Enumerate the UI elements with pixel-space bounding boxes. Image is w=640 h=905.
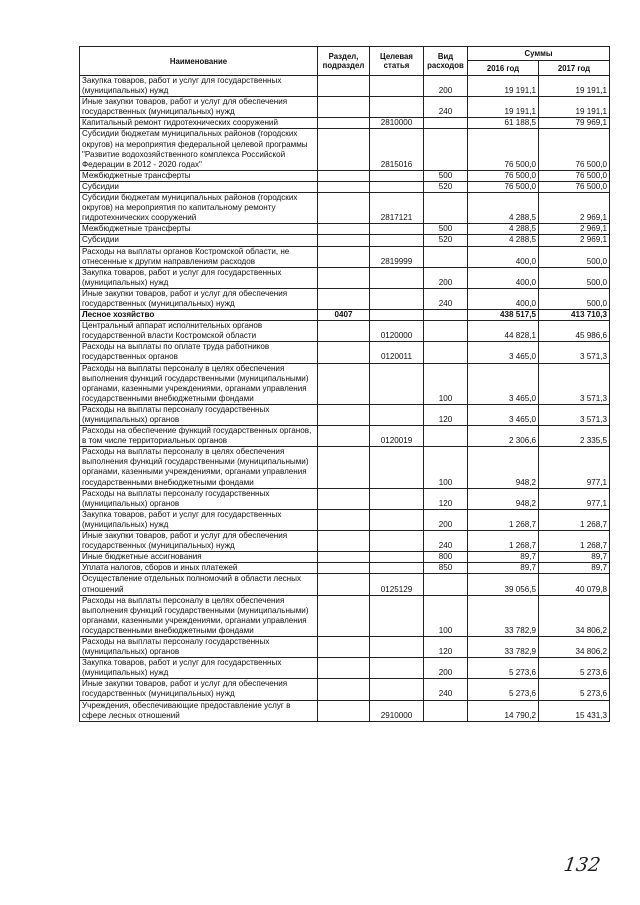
row-section bbox=[318, 76, 370, 97]
row-expense-type: 200 bbox=[424, 658, 468, 679]
row-value-2017: 500,0 bbox=[539, 288, 610, 309]
table-row bbox=[80, 658, 610, 679]
row-value-2016: 76 500,0 bbox=[468, 129, 539, 170]
row-value-2016: 2 306,6 bbox=[468, 426, 539, 447]
row-expense-type bbox=[424, 574, 468, 595]
row-name: Иные закупки товаров, работ и услуг для обеспечения государственных (муниципальных) нужд bbox=[80, 531, 318, 552]
row-value-2017: 977,1 bbox=[539, 488, 610, 509]
row-section bbox=[318, 404, 370, 425]
budget-table bbox=[79, 46, 610, 722]
row-value-2016: 4 288,5 bbox=[468, 224, 539, 235]
row-target: 0125129 bbox=[370, 574, 424, 595]
row-value-2016: 400,0 bbox=[468, 288, 539, 309]
row-section bbox=[318, 531, 370, 552]
row-name: Расходы на выплаты персоналу в целях обеспечения выполнения функций государственными (муниципальными) органами, казенными учреждениями, органами управления государственными внебюджетными фондами bbox=[80, 363, 318, 404]
row-value-2016: 76 500,0 bbox=[468, 170, 539, 181]
row-section bbox=[318, 700, 370, 721]
row-name: Закупка товаров, работ и услуг для государственных (муниципальных) нужд bbox=[80, 267, 318, 288]
row-section bbox=[318, 574, 370, 595]
row-name: Межбюджетные трансферты bbox=[80, 170, 318, 181]
row-expense-type bbox=[424, 310, 468, 321]
table-row bbox=[80, 595, 610, 636]
row-target: 2810000 bbox=[370, 118, 424, 129]
table-row bbox=[80, 118, 610, 129]
row-value-2017: 3 571,3 bbox=[539, 363, 610, 404]
row-expense-type: 240 bbox=[424, 679, 468, 700]
row-target bbox=[370, 595, 424, 636]
table-row bbox=[80, 76, 610, 97]
row-value-2017: 34 806,2 bbox=[539, 595, 610, 636]
row-section bbox=[318, 118, 370, 129]
row-expense-type: 100 bbox=[424, 447, 468, 488]
row-name: Расходы на выплаты персоналу в целях обеспечения выполнения функций государственными (муниципальными) органами, казенными учреждениями, органами управления государственными внебюджетными фондами bbox=[80, 447, 318, 488]
row-target bbox=[370, 658, 424, 679]
row-name: Расходы на обеспечение функций государственных органов, в том числе территориальных органов bbox=[80, 426, 318, 447]
row-section bbox=[318, 224, 370, 235]
row-section bbox=[318, 679, 370, 700]
row-target bbox=[370, 310, 424, 321]
row-value-2016: 400,0 bbox=[468, 267, 539, 288]
table-row bbox=[80, 310, 610, 321]
row-value-2016: 4 288,5 bbox=[468, 235, 539, 246]
row-section bbox=[318, 181, 370, 192]
row-name: Субсидии бюджетам муниципальных районов (городских округов) на мероприятия по капитальному ремонту гидротехнических сооружений bbox=[80, 193, 318, 224]
row-expense-type: 200 bbox=[424, 509, 468, 530]
row-value-2016: 76 500,0 bbox=[468, 181, 539, 192]
row-expense-type: 240 bbox=[424, 531, 468, 552]
row-value-2017: 76 500,0 bbox=[539, 181, 610, 192]
row-target: 0120011 bbox=[370, 342, 424, 363]
table-row bbox=[80, 193, 610, 224]
row-target bbox=[370, 679, 424, 700]
table-row bbox=[80, 246, 610, 267]
table-row bbox=[80, 288, 610, 309]
row-value-2017: 413 710,3 bbox=[539, 310, 610, 321]
row-value-2017: 3 571,3 bbox=[539, 404, 610, 425]
row-section bbox=[318, 288, 370, 309]
row-section bbox=[318, 321, 370, 342]
row-name: Закупка товаров, работ и услуг для государственных (муниципальных) нужд bbox=[80, 76, 318, 97]
row-name: Центральный аппарат исполнительных органов государственной власти Костромской области bbox=[80, 321, 318, 342]
row-name: Иные закупки товаров, работ и услуг для обеспечения государственных (муниципальных) нужд bbox=[80, 97, 318, 118]
row-value-2016: 5 273,6 bbox=[468, 658, 539, 679]
table-row bbox=[80, 574, 610, 595]
row-section bbox=[318, 509, 370, 530]
row-section bbox=[318, 447, 370, 488]
row-value-2017: 3 571,3 bbox=[539, 342, 610, 363]
row-name: Иные закупки товаров, работ и услуг для обеспечения государственных (муниципальных) нужд bbox=[80, 288, 318, 309]
row-target: 2817121 bbox=[370, 193, 424, 224]
row-name: Субсидии bbox=[80, 181, 318, 192]
row-value-2016: 1 268,7 bbox=[468, 509, 539, 530]
row-target bbox=[370, 404, 424, 425]
row-expense-type bbox=[424, 321, 468, 342]
row-name: Иные бюджетные ассигнования bbox=[80, 552, 318, 563]
row-section bbox=[318, 267, 370, 288]
row-name: Иные закупки товаров, работ и услуг для обеспечения государственных (муниципальных) нужд bbox=[80, 679, 318, 700]
row-value-2017: 19 191,1 bbox=[539, 97, 610, 118]
row-name: Лесное хозяйство bbox=[80, 310, 318, 321]
row-value-2016: 14 790,2 bbox=[468, 700, 539, 721]
row-section bbox=[318, 552, 370, 563]
row-value-2016: 438 517,5 bbox=[468, 310, 539, 321]
row-value-2017: 89,7 bbox=[539, 552, 610, 563]
row-expense-type: 100 bbox=[424, 595, 468, 636]
row-expense-type: 200 bbox=[424, 267, 468, 288]
table-row bbox=[80, 224, 610, 235]
row-value-2017: 76 500,0 bbox=[539, 170, 610, 181]
row-target bbox=[370, 552, 424, 563]
row-target bbox=[370, 267, 424, 288]
row-target bbox=[370, 76, 424, 97]
row-value-2017: 79 969,1 bbox=[539, 118, 610, 129]
row-target: 0120000 bbox=[370, 321, 424, 342]
row-section bbox=[318, 563, 370, 574]
table-row bbox=[80, 97, 610, 118]
row-name: Расходы на выплаты персоналу государственных (муниципальных) органов bbox=[80, 488, 318, 509]
row-section bbox=[318, 246, 370, 267]
row-expense-type: 800 bbox=[424, 552, 468, 563]
table-row bbox=[80, 129, 610, 170]
row-expense-type: 240 bbox=[424, 97, 468, 118]
row-value-2016: 44 828,1 bbox=[468, 321, 539, 342]
header-year-2016: 2016 год bbox=[468, 61, 539, 76]
row-target bbox=[370, 97, 424, 118]
row-target bbox=[370, 235, 424, 246]
row-value-2017: 1 268,7 bbox=[539, 531, 610, 552]
row-section bbox=[318, 97, 370, 118]
row-value-2016: 89,7 bbox=[468, 552, 539, 563]
table-row bbox=[80, 426, 610, 447]
row-value-2016: 89,7 bbox=[468, 563, 539, 574]
row-value-2016: 1 268,7 bbox=[468, 531, 539, 552]
row-expense-type bbox=[424, 118, 468, 129]
row-expense-type: 240 bbox=[424, 288, 468, 309]
row-expense-type bbox=[424, 342, 468, 363]
row-value-2017: 45 986,6 bbox=[539, 321, 610, 342]
row-expense-type: 120 bbox=[424, 404, 468, 425]
row-target bbox=[370, 363, 424, 404]
row-value-2017: 40 079,8 bbox=[539, 574, 610, 595]
row-section bbox=[318, 658, 370, 679]
row-value-2017: 2 335,5 bbox=[539, 426, 610, 447]
row-target bbox=[370, 563, 424, 574]
row-value-2017: 2 969,1 bbox=[539, 235, 610, 246]
row-value-2016: 33 782,9 bbox=[468, 636, 539, 657]
table-row bbox=[80, 267, 610, 288]
table-row bbox=[80, 404, 610, 425]
row-target bbox=[370, 488, 424, 509]
row-value-2016: 33 782,9 bbox=[468, 595, 539, 636]
row-value-2016: 5 273,6 bbox=[468, 679, 539, 700]
row-value-2017: 2 969,1 bbox=[539, 193, 610, 224]
row-value-2017: 5 273,6 bbox=[539, 679, 610, 700]
row-target bbox=[370, 170, 424, 181]
row-value-2016: 3 465,0 bbox=[468, 404, 539, 425]
row-value-2016: 19 191,1 bbox=[468, 97, 539, 118]
row-name: Субсидии бюджетам муниципальных районов (городских округов) на мероприятия федеральной целевой программы "Развитие водохозяйственного комплекса Российской Федерации в 2012 - 2020 годах" bbox=[80, 129, 318, 170]
row-expense-type: 200 bbox=[424, 76, 468, 97]
row-section bbox=[318, 488, 370, 509]
table-row bbox=[80, 321, 610, 342]
row-section bbox=[318, 170, 370, 181]
row-section bbox=[318, 636, 370, 657]
row-expense-type bbox=[424, 700, 468, 721]
row-value-2017: 89,7 bbox=[539, 563, 610, 574]
table-row bbox=[80, 235, 610, 246]
row-value-2017: 500,0 bbox=[539, 267, 610, 288]
row-section bbox=[318, 193, 370, 224]
row-name: Расходы на выплаты органов Костромской области, не отнесенные к другим направлениям расходов bbox=[80, 246, 318, 267]
row-target: 2819999 bbox=[370, 246, 424, 267]
row-value-2017: 500,0 bbox=[539, 246, 610, 267]
table-row bbox=[80, 447, 610, 488]
row-name: Расходы на выплаты по оплате труда работников государственных органов bbox=[80, 342, 318, 363]
header-name: Наименование bbox=[80, 47, 318, 76]
table-row bbox=[80, 636, 610, 657]
table-header bbox=[80, 47, 610, 76]
row-value-2016: 400,0 bbox=[468, 246, 539, 267]
header-section: Раздел, подраздел bbox=[318, 47, 370, 76]
handwritten-page-number: 132 bbox=[562, 854, 602, 876]
row-name: Расходы на выплаты персоналу государственных (муниципальных) органов bbox=[80, 636, 318, 657]
row-value-2016: 3 465,0 bbox=[468, 342, 539, 363]
row-value-2016: 948,2 bbox=[468, 488, 539, 509]
row-value-2016: 19 191,1 bbox=[468, 76, 539, 97]
row-value-2016: 948,2 bbox=[468, 447, 539, 488]
table-row bbox=[80, 509, 610, 530]
table-row bbox=[80, 531, 610, 552]
row-name: Закупка товаров, работ и услуг для государственных (муниципальных) нужд bbox=[80, 658, 318, 679]
row-section bbox=[318, 595, 370, 636]
row-value-2017: 19 191,1 bbox=[539, 76, 610, 97]
row-name: Учреждения, обеспечивающие предоставление услуг в сфере лесных отношений bbox=[80, 700, 318, 721]
row-expense-type: 520 bbox=[424, 235, 468, 246]
row-target bbox=[370, 288, 424, 309]
row-expense-type bbox=[424, 426, 468, 447]
table-row bbox=[80, 181, 610, 192]
row-value-2016: 61 188,5 bbox=[468, 118, 539, 129]
row-value-2016: 4 288,5 bbox=[468, 193, 539, 224]
row-value-2017: 977,1 bbox=[539, 447, 610, 488]
row-name: Расходы на выплаты персоналу государственных (муниципальных) органов bbox=[80, 404, 318, 425]
table-row bbox=[80, 488, 610, 509]
row-target bbox=[370, 636, 424, 657]
row-name: Межбюджетные трансферты bbox=[80, 224, 318, 235]
table-row bbox=[80, 552, 610, 563]
row-expense-type: 850 bbox=[424, 563, 468, 574]
table-row bbox=[80, 170, 610, 181]
row-target bbox=[370, 531, 424, 552]
table-row bbox=[80, 363, 610, 404]
row-target: 2815016 bbox=[370, 129, 424, 170]
row-expense-type: 100 bbox=[424, 363, 468, 404]
row-target: 2910000 bbox=[370, 700, 424, 721]
row-section bbox=[318, 129, 370, 170]
row-name: Капитальный ремонт гидротехнических сооружений bbox=[80, 118, 318, 129]
row-value-2017: 2 969,1 bbox=[539, 224, 610, 235]
row-target bbox=[370, 224, 424, 235]
row-expense-type: 120 bbox=[424, 488, 468, 509]
table-body bbox=[80, 76, 610, 722]
row-section bbox=[318, 235, 370, 246]
header-sums: Суммы bbox=[468, 47, 610, 61]
row-section bbox=[318, 426, 370, 447]
row-name: Закупка товаров, работ и услуг для государственных (муниципальных) нужд bbox=[80, 509, 318, 530]
row-value-2016: 3 465,0 bbox=[468, 363, 539, 404]
row-value-2017: 1 268,7 bbox=[539, 509, 610, 530]
row-section: 0407 bbox=[318, 310, 370, 321]
row-target bbox=[370, 509, 424, 530]
row-target: 0120019 bbox=[370, 426, 424, 447]
row-name: Расходы на выплаты персоналу в целях обеспечения выполнения функций государственными (муниципальными) органами, казенными учреждениями, органами управления государственными внебюджетными фондами bbox=[80, 595, 318, 636]
row-value-2017: 5 273,6 bbox=[539, 658, 610, 679]
row-target bbox=[370, 447, 424, 488]
row-name: Осуществление отдельных полномочий в области лесных отношений bbox=[80, 574, 318, 595]
row-expense-type bbox=[424, 246, 468, 267]
row-expense-type: 500 bbox=[424, 224, 468, 235]
row-value-2016: 39 056,5 bbox=[468, 574, 539, 595]
row-section bbox=[318, 342, 370, 363]
header-expense-type: Вид расходов bbox=[424, 47, 468, 76]
row-expense-type bbox=[424, 193, 468, 224]
row-value-2017: 76 500,0 bbox=[539, 129, 610, 170]
table-row bbox=[80, 563, 610, 574]
table-row bbox=[80, 342, 610, 363]
row-name: Уплата налогов, сборов и иных платежей bbox=[80, 563, 318, 574]
header-year-2017: 2017 год bbox=[539, 61, 610, 76]
table-row bbox=[80, 679, 610, 700]
header-target: Целевая статья bbox=[370, 47, 424, 76]
row-section bbox=[318, 363, 370, 404]
row-expense-type: 120 bbox=[424, 636, 468, 657]
row-value-2017: 34 806,2 bbox=[539, 636, 610, 657]
row-expense-type bbox=[424, 129, 468, 170]
row-expense-type: 520 bbox=[424, 181, 468, 192]
row-value-2017: 15 431,3 bbox=[539, 700, 610, 721]
table-row bbox=[80, 700, 610, 721]
row-target bbox=[370, 181, 424, 192]
row-expense-type: 500 bbox=[424, 170, 468, 181]
row-name: Субсидии bbox=[80, 235, 318, 246]
